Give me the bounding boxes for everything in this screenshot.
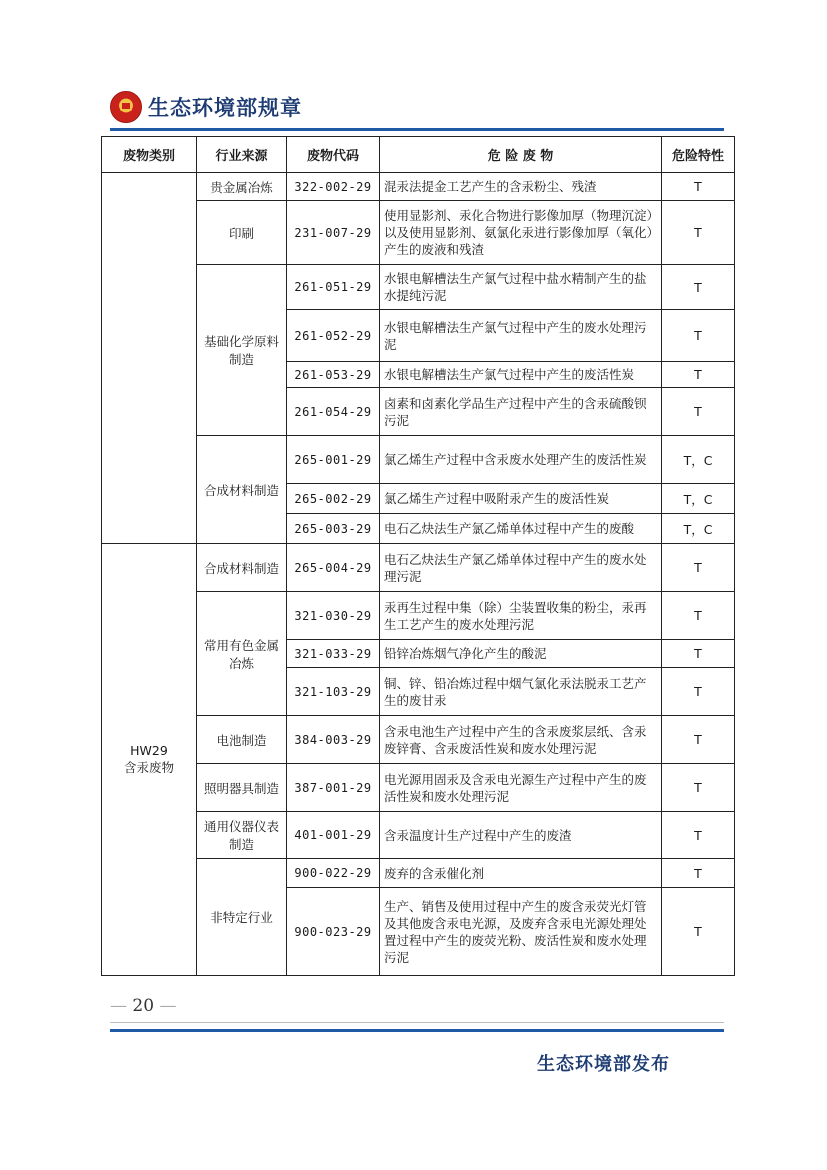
header-title: 生态环境部规章 — [148, 95, 302, 120]
source-cell: 基础化学原料制造 — [197, 265, 287, 436]
waste-description: 电石乙炔法生产氯乙烯单体过程中产生的废酸 — [380, 514, 662, 544]
page-header — [110, 90, 302, 124]
waste-description: 水银电解槽法生产氯气过程中产生的废活性炭 — [380, 362, 662, 388]
waste-code: 384-003-29 — [287, 716, 380, 764]
waste-code: 231-007-29 — [287, 201, 380, 265]
header-waste: 危 险 废 物 — [380, 137, 662, 173]
table-row — [102, 436, 735, 484]
waste-code: 265-004-29 — [287, 544, 380, 592]
waste-code: 261-054-29 — [287, 388, 380, 436]
waste-code: 401-001-29 — [287, 812, 380, 859]
page-dash-left: — — [110, 996, 127, 1016]
waste-code: 265-003-29 — [287, 514, 380, 544]
source-cell: 常用有色金属冶炼 — [197, 592, 287, 716]
category-name: 含汞废物 — [123, 760, 174, 775]
table-row — [102, 716, 735, 764]
waste-description: 铜、锌、铅冶炼过程中烟气氯化汞法脱汞工艺产生的废甘汞 — [380, 668, 662, 716]
waste-description: 生产、销售及使用过程中产生的废含汞荧光灯管及其他废含汞电光源，及废弃含汞电光源处理处置过程中产生的废荧光粉、废活性炭和废水处理污泥 — [380, 888, 662, 976]
waste-description: 混汞法提金工艺产生的含汞粉尘、残渣 — [380, 173, 662, 201]
header-source: 行业来源 — [197, 137, 287, 173]
source-cell: 电池制造 — [197, 716, 287, 764]
waste-code: 261-051-29 — [287, 265, 380, 310]
waste-code: 321-033-29 — [287, 640, 380, 668]
header-rule — [110, 128, 724, 131]
waste-code: 265-001-29 — [287, 436, 380, 484]
table-row — [102, 265, 735, 310]
hazard-characteristic: T — [662, 668, 735, 716]
hazard-characteristic: T — [662, 716, 735, 764]
waste-code: 900-023-29 — [287, 888, 380, 976]
source-cell: 照明器具制造 — [197, 764, 287, 812]
footer-rule-thin — [110, 1022, 724, 1023]
table-header-row — [102, 137, 735, 173]
hazard-characteristic: T — [662, 592, 735, 640]
waste-description: 含汞温度计生产过程中产生的废渣 — [380, 812, 662, 859]
waste-description: 氯乙烯生产过程中含汞废水处理产生的废活性炭 — [380, 436, 662, 484]
hazard-characteristic: T — [662, 201, 735, 265]
waste-description: 铅锌冶炼烟气净化产生的酸泥 — [380, 640, 662, 668]
hazard-characteristic: T — [662, 640, 735, 668]
waste-code: 261-052-29 — [287, 310, 380, 362]
table-row — [102, 812, 735, 859]
hazard-characteristic: T — [662, 310, 735, 362]
footer-rule — [110, 1029, 724, 1032]
waste-code: 322-002-29 — [287, 173, 380, 201]
source-cell: 非特定行业 — [197, 859, 287, 976]
source-cell: 通用仪器仪表制造 — [197, 812, 287, 859]
waste-description: 水银电解槽法生产氯气过程中盐水精制产生的盐水提纯污泥 — [380, 265, 662, 310]
waste-code: 265-002-29 — [287, 484, 380, 514]
waste-description: 电石乙炔法生产氯乙烯单体过程中产生的废水处理污泥 — [380, 544, 662, 592]
table-row — [102, 592, 735, 640]
waste-code: 261-053-29 — [287, 362, 380, 388]
header-code: 废物代码 — [287, 137, 380, 173]
waste-code: 321-103-29 — [287, 668, 380, 716]
waste-description: 汞再生过程中集（除）尘装置收集的粉尘，汞再生工艺产生的废水处理污泥 — [380, 592, 662, 640]
waste-description: 使用显影剂、汞化合物进行影像加厚（物理沉淀）以及使用显影剂、氨氯化汞进行影像加厚（氧化）产生的废液和残渣 — [380, 201, 662, 265]
waste-description: 氯乙烯生产过程中吸附汞产生的废活性炭 — [380, 484, 662, 514]
waste-code: 321-030-29 — [287, 592, 380, 640]
page-number — [110, 996, 176, 1016]
hazard-characteristic: T，C — [662, 436, 735, 484]
table-row — [102, 201, 735, 265]
waste-description: 废弃的含汞催化剂 — [380, 859, 662, 888]
waste-code: 387-001-29 — [287, 764, 380, 812]
waste-description: 水银电解槽法生产氯气过程中产生的废水处理污泥 — [380, 310, 662, 362]
source-cell: 贵金属冶炼 — [197, 173, 287, 201]
table-row — [102, 173, 735, 201]
waste-description: 电光源用固汞及含汞电光源生产过程中产生的废活性炭和废水处理污泥 — [380, 764, 662, 812]
hazard-characteristic: T — [662, 859, 735, 888]
hazard-characteristic: T — [662, 812, 735, 859]
hazard-characteristic: T — [662, 388, 735, 436]
source-cell: 合成材料制造 — [197, 544, 287, 592]
hazard-characteristic: T，C — [662, 514, 735, 544]
national-emblem-icon — [110, 91, 142, 123]
waste-code: 900-022-29 — [287, 859, 380, 888]
source-cell: 合成材料制造 — [197, 436, 287, 544]
hazard-characteristic: T，C — [662, 484, 735, 514]
table-row — [102, 859, 735, 888]
category-cell — [102, 544, 197, 976]
page-dash-right: — — [159, 996, 177, 1016]
page-number-value: 20 — [132, 996, 155, 1016]
hazard-characteristic: T — [662, 362, 735, 388]
hazard-characteristic: T — [662, 764, 735, 812]
hazard-characteristic: T — [662, 173, 735, 201]
hazard-characteristic: T — [662, 888, 735, 976]
hazardous-waste-table — [101, 136, 735, 976]
publisher-label: 生态环境部发布 — [537, 1054, 670, 1075]
table-row — [102, 764, 735, 812]
waste-description: 卤素和卤素化学品生产过程中产生的含汞硫酸钡污泥 — [380, 388, 662, 436]
category-code: HW29 — [130, 743, 168, 758]
hazard-characteristic: T — [662, 265, 735, 310]
source-cell: 印刷 — [197, 201, 287, 265]
header-characteristic: 危险特性 — [662, 137, 735, 173]
hazard-characteristic: T — [662, 544, 735, 592]
header-category: 废物类别 — [102, 137, 197, 173]
waste-description: 含汞电池生产过程中产生的含汞废浆层纸、含汞废锌膏、含汞废活性炭和废水处理污泥 — [380, 716, 662, 764]
table-row — [102, 544, 735, 592]
category-cell-blank — [102, 173, 197, 544]
